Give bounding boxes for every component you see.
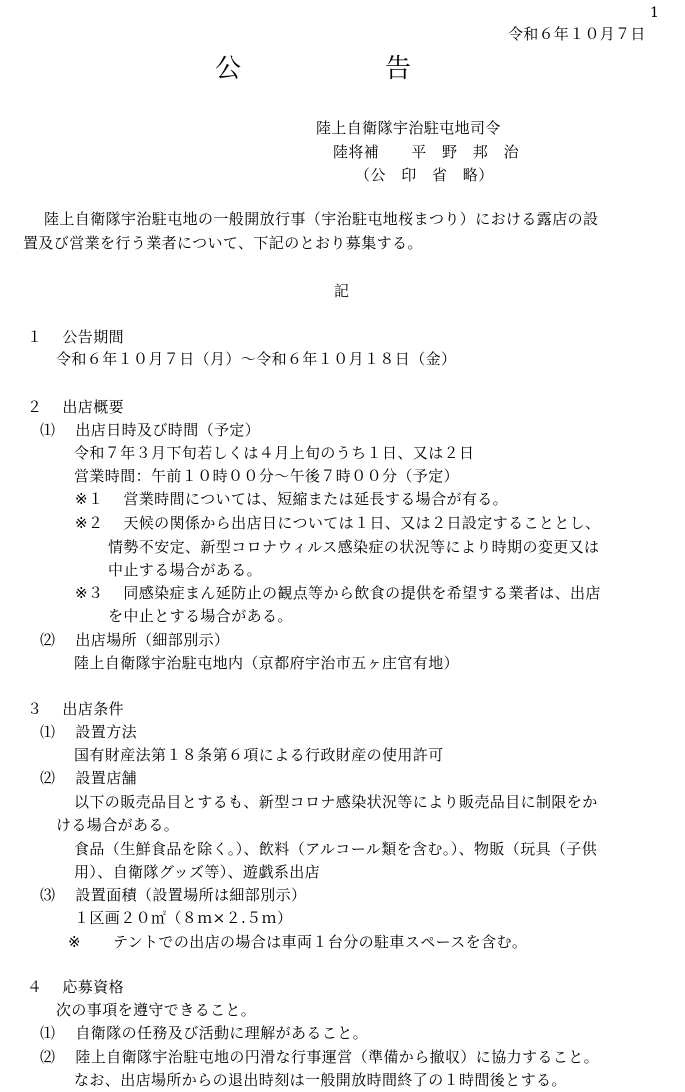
- item-title: 出店場所（細部別示）: [75, 631, 230, 649]
- seal-omitted-note: （公 印 省 略）: [355, 166, 494, 184]
- item-title: 設置面積（設置場所は細部別示）: [75, 886, 307, 904]
- note-label: ※１: [75, 490, 104, 508]
- item-number: ⑴: [40, 723, 56, 741]
- business-hours: 営業時間：午前１０時００分～午後７時００分（予定）: [74, 467, 460, 485]
- issuer-name: 平 野 邦 治: [411, 143, 520, 161]
- issuer-rank: 陸将補: [333, 143, 380, 161]
- title-char-1: 公: [215, 54, 242, 84]
- item-number: ⑴: [40, 1024, 56, 1042]
- area-note: [68, 931, 527, 953]
- shop-conditions-line-3: 食品（生鮮食品を除く。）、飲料（アルコール類を含む。）、物販（玩具（子供: [74, 840, 598, 858]
- section-1-heading: [27, 326, 124, 348]
- section-2-heading: [27, 396, 124, 418]
- issuer-org: 陸上自衛隊宇治駐屯地司令: [316, 119, 501, 137]
- note-2-line-3: 中止する場合がある。: [108, 561, 263, 579]
- section-3-item-2-heading: [40, 767, 137, 789]
- section-1-title: 公告期間: [62, 328, 125, 346]
- shop-conditions-line-4: 用）、自衛隊グッズ等）、遊戯系出店: [74, 863, 321, 881]
- item-number: ⑵: [40, 1048, 56, 1066]
- intro-line-1: 陸上自衛隊宇治駐屯地の一般開放行事（宇治駐屯地桜まつり）における露店の設: [44, 210, 599, 228]
- section-3-number: ３: [27, 700, 43, 718]
- setup-method-body: 国有財産法第１８条第６項による行政財産の使用許可: [74, 746, 444, 764]
- notice-date: 令和６年１０月７日: [508, 25, 646, 43]
- note-label: ※３: [75, 584, 104, 602]
- note-label: ※: [68, 933, 81, 951]
- note-3: [75, 582, 601, 604]
- issuer-name-row: [333, 141, 519, 163]
- shop-conditions-line-1: 以下の販売品目とするも、新型コロナ感染状況等により販売品目に制限をか: [74, 793, 598, 811]
- note-text: 天候の関係から出店日については１日、又は２日設定することとし、: [123, 514, 601, 532]
- section-4-item-2: [40, 1046, 599, 1068]
- item-number: ⑵: [40, 769, 56, 787]
- section-4-item-2-line-2: なお、出店場所からの退出時刻は一般開放時間終了の１時間後とする。: [74, 1071, 567, 1089]
- note-text: 同感染症まん延防止の観点等から飲食の提供を希望する業者は、出店: [123, 584, 601, 602]
- item-number: ⑶: [40, 886, 56, 904]
- section-4-item-1: [40, 1022, 368, 1044]
- intro-line-2: 置及び営業を行う業者について、下記のとおり募集する。: [23, 234, 423, 252]
- note-text: テントでの出店の場合は車両１台分の駐車スペースを含む。: [112, 933, 528, 951]
- section-3-item-3-heading: [40, 884, 306, 906]
- event-dates: 令和７年３月下旬若しくは４月上旬のうち１日、又は２日: [74, 444, 475, 462]
- section-4-intro: 次の事項を遵守できること。: [56, 1001, 257, 1019]
- note-3-line-2: を中止とする場合がある。: [108, 607, 293, 625]
- section-4-number: ４: [27, 978, 43, 996]
- title-char-2: 告: [385, 54, 412, 84]
- note-2: [75, 512, 600, 534]
- area-size: １区画２０㎡（８ｍ×２.５ｍ）: [74, 909, 293, 927]
- note-label: ※２: [75, 514, 104, 532]
- section-1-body: 令和６年１０月７日（月）～令和６年１０月１８日（金）: [56, 350, 457, 368]
- section-2-item-1-heading: [40, 419, 260, 441]
- item-title: 設置方法: [75, 723, 138, 741]
- section-2-item-2-heading: [40, 629, 229, 651]
- shop-conditions-line-2: ける場合がある。: [56, 816, 180, 834]
- section-2-number: ２: [27, 398, 43, 416]
- item-text: 自衛隊の任務及び活動に理解があること。: [75, 1024, 369, 1042]
- note-2-line-2: 情勢不安定、新型コロナウィルス感染症の状況等により時期の変更又は: [108, 538, 600, 556]
- page-number: 1: [650, 5, 659, 21]
- note-1: [75, 488, 508, 510]
- section-4-title: 応募資格: [62, 978, 125, 996]
- section-3-heading: [27, 698, 124, 720]
- shop-location: 陸上自衛隊宇治駐屯地内（京都府宇治市五ヶ庄官有地）: [74, 654, 460, 672]
- item-number: ⑵: [40, 631, 56, 649]
- note-text: 営業時間については、短縮または延長する場合が有る。: [123, 490, 509, 508]
- item-title: 設置店舗: [75, 769, 138, 787]
- section-3-item-1-heading: [40, 721, 137, 743]
- section-3-title: 出店条件: [62, 700, 125, 718]
- section-2-title: 出店概要: [62, 398, 125, 416]
- ki-heading: 記: [334, 282, 350, 300]
- section-4-heading: [27, 976, 124, 998]
- item-number: ⑴: [40, 421, 56, 439]
- item-title: 出店日時及び時間（予定）: [75, 421, 261, 439]
- section-1-number: １: [27, 328, 43, 346]
- item-text: 陸上自衛隊宇治駐屯地の円滑な行事運営（準備から撤収）に協力すること。: [75, 1048, 600, 1066]
